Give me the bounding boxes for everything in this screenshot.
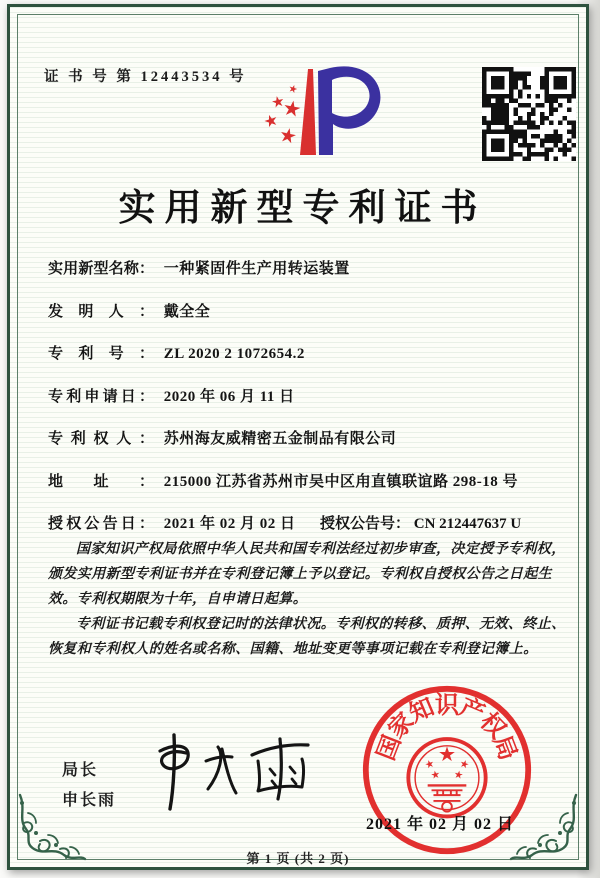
cnipa-logo-icon xyxy=(242,63,422,175)
field-filing-date xyxy=(48,385,572,406)
field-value: CN 212447637 U xyxy=(413,516,522,532)
director-signature xyxy=(132,729,332,817)
seal-date: 2021 年 02 月 02 日 xyxy=(366,816,515,833)
seal-char: 知 xyxy=(405,693,439,728)
field-value: 2020 年 06 月 11 日 xyxy=(163,388,295,405)
certificate-number: 证 书 号 第 12443534 号 xyxy=(44,69,247,85)
signer-title: 局长 xyxy=(62,762,99,779)
page-title: 实用新型专利证书 xyxy=(118,188,487,229)
corner-flourish-icon xyxy=(14,789,88,863)
field-label: 专利号： xyxy=(48,346,154,362)
field-address xyxy=(48,470,572,491)
certificate-page xyxy=(7,4,589,870)
field-name xyxy=(48,257,572,278)
qr-code xyxy=(482,67,576,161)
seal-char: 权 xyxy=(474,707,511,744)
field-patent-no xyxy=(48,342,572,363)
field-inventor xyxy=(48,300,572,321)
page-footer: 第 1 页 (共 2 页) xyxy=(246,851,350,866)
field-label: 专利申请日： xyxy=(48,388,154,405)
seal-char: 家 xyxy=(383,707,420,744)
field-label: 专利权人： xyxy=(48,431,154,447)
field-value: 2021 年 02 月 02 日 xyxy=(163,516,296,532)
seal-char: 局 xyxy=(487,731,522,765)
corner-flourish-icon xyxy=(508,789,582,863)
field-label: 授权公告号： xyxy=(320,516,411,532)
field-list xyxy=(48,257,572,555)
seal-char: 产 xyxy=(455,693,489,728)
field-grant-no xyxy=(320,512,521,533)
seal-char: 识 xyxy=(434,691,460,719)
field-value: 苏州海友威精密五金制品有限公司 xyxy=(163,431,397,447)
field-patentee xyxy=(48,427,572,448)
field-value: 215000 江苏省苏州市吴中区甪直镇联谊路 298-18 号 xyxy=(163,473,518,490)
national-emblem-icon xyxy=(408,739,485,816)
field-value: 戴全全 xyxy=(163,303,211,320)
field-label: 地址： xyxy=(48,473,154,490)
field-label: 实用新型名称： xyxy=(48,261,154,277)
signer-name: 申长雨 xyxy=(62,792,117,810)
field-label: 发明人： xyxy=(48,303,154,320)
legal-paragraph-1: 国家知识产权局依照中华人民共和国专利法经过初步审查，决定授予专利权，颁发实用新型专利证书并在专利登记簿上予以登记。专利权自授权公告之日起生效。专利权期限为十年，自申请日起算。 xyxy=(48,542,566,607)
field-value: ZL 2020 2 1072654.2 xyxy=(163,346,305,362)
field-value: 一种紧固件生产用转运装置 xyxy=(163,261,350,277)
seal-char: 国 xyxy=(372,731,407,765)
legal-paragraph-2: 专利证书记载专利权登记时的法律状况。专利权的转移、质押、无效、终止、恢复和专利权人的姓名或名称、国籍、地址变更等事项记载在专利登记簿上。 xyxy=(48,616,566,657)
field-label: 授权公告日： xyxy=(48,516,154,532)
legal-text xyxy=(48,538,569,663)
field-grant-date xyxy=(48,512,572,533)
